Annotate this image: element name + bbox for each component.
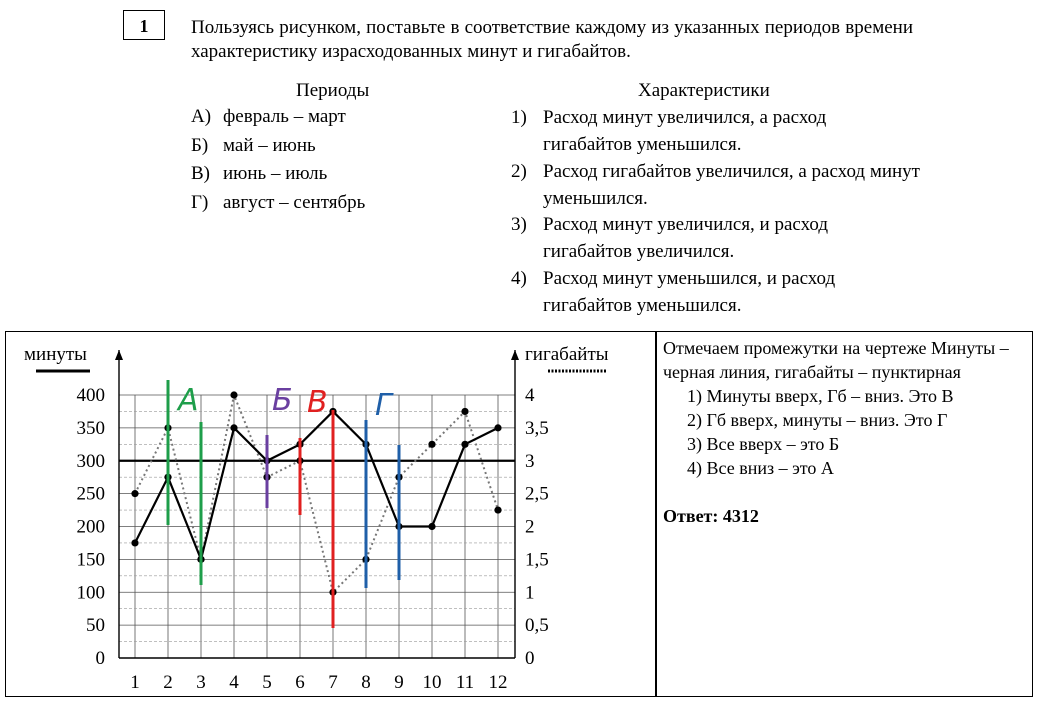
period-letter: Г) [191,192,209,213]
right-axis-label: гигабайты [525,344,609,365]
period-text: август – сентябрь [223,192,366,213]
right-tick-label: 2 [525,516,535,538]
x-tick-label: 11 [455,672,475,693]
annotation-label: Г [375,388,392,423]
left-tick-label: 0 [95,648,105,669]
characteristic-number: 2) [511,161,527,182]
period-text: февраль – март [223,106,346,127]
right-tick-label: 3 [525,450,535,472]
point-gigabytes [461,408,468,415]
left-axis-arrow [115,350,123,360]
right-tick-label: 1 [525,582,535,604]
x-tick-label: 7 [328,672,338,693]
characteristic-number: 1) [511,107,527,128]
period-text: июнь – июль [223,163,328,184]
left-tick-label: 250 [76,483,105,505]
point-gigabytes [230,391,237,398]
left-tick-label: 200 [76,516,105,538]
characteristic-text: Расход минут увеличился, и расход гигабайтов увеличился. [543,214,828,262]
point-minutes [461,441,468,448]
x-tick-label: 12 [488,672,508,693]
right-tick-label: 0 [525,648,535,669]
x-tick-label: 2 [163,672,173,693]
characteristic-text: Расход минут уменьшился, и расход гигабайтов уменьшился. [543,268,836,316]
x-tick-label: 8 [361,672,371,693]
question-text: Пользуясь рисунком, поставьте в соответствие каждому из указанных периодов времени характеристику израсходованных минут и гигабайтов. [191,17,913,62]
annotation-label: А [178,383,199,418]
left-tick-label: 50 [86,615,105,637]
right-tick-label: 4 [525,385,535,406]
point-gigabytes [428,441,435,448]
period-text: май – июнь [223,135,316,156]
annotation-label: Б [272,383,293,418]
right-axis-arrow [511,350,519,360]
solution-item: 3) Все вверх – это Б [687,434,840,454]
point-minutes [131,539,138,546]
left-tick-label: 150 [76,549,105,571]
annotation-label: В [307,385,328,420]
solution-panel [663,336,1023,528]
left-tick-label: 400 [76,385,105,406]
x-tick-label: 5 [262,672,272,693]
period-letter: А) [191,106,212,127]
solution-answer: Ответ: 4312 [663,506,759,526]
characteristic-text: Расход гигабайтов увеличился, а расход минут уменьшился. [543,161,920,209]
x-tick-label: 4 [229,672,239,693]
right-tick-label: 0,5 [525,615,549,637]
characteristic-text: Расход минут увеличился, а расход гигабайтов уменьшился. [543,107,827,155]
periods-title: Периоды [296,80,370,101]
right-tick-label: 2,5 [525,483,549,505]
x-tick-label: 9 [394,672,404,693]
x-tick-label: 1 [130,672,140,693]
point-gigabytes [131,490,138,497]
solution-item: 1) Минуты вверх, Гб – вниз. Это В [687,386,954,406]
point-gigabytes [494,506,501,513]
characteristic-number: 3) [511,214,527,235]
characteristic-number: 4) [511,268,527,289]
solution-item: 2) Гб вверх, минуты – вниз. Это Г [687,410,948,430]
x-tick-label: 3 [196,672,206,693]
x-tick-label: 6 [295,672,305,693]
right-tick-label: 1,5 [525,549,549,571]
x-tick-label: 10 [422,672,442,693]
point-minutes [494,424,501,431]
period-letter: В) [191,163,210,184]
period-letter: Б) [191,135,209,156]
right-tick-label: 3,5 [525,417,549,439]
question-number: 1 [123,10,165,40]
point-minutes [230,424,237,431]
solution-item: 4) Все вниз – это А [687,458,834,478]
left-axis-label: минуты [24,344,87,365]
left-tick-label: 350 [76,417,105,439]
point-minutes [428,523,435,530]
left-tick-label: 300 [76,450,105,472]
left-tick-label: 100 [76,582,105,604]
characteristics-title: Характеристики [638,80,770,101]
solution-intro: Отмечаем промежутки на чертеже Минуты – черная линия, гигабайты – пунктирная [663,338,1009,382]
